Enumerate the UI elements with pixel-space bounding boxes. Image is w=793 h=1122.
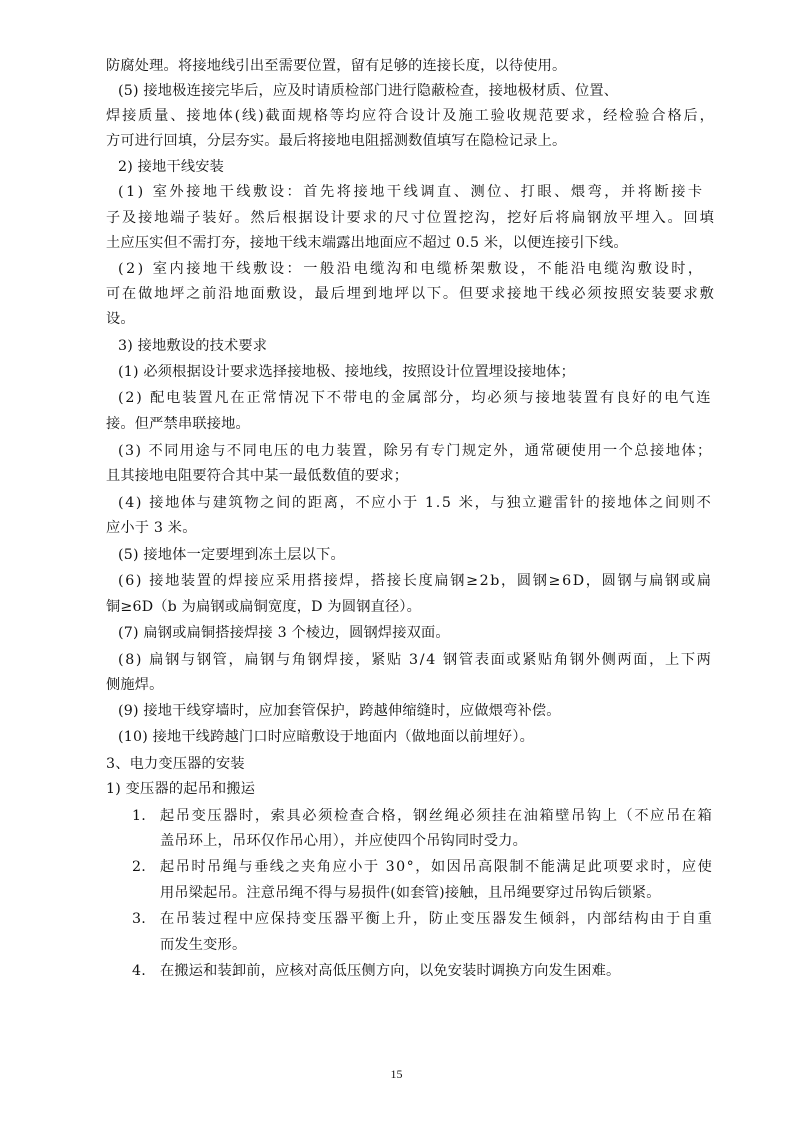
line-text: (5) 接地体一定要埋到冻土层以下。 (118, 547, 345, 563)
list-number: 4. (132, 963, 146, 979)
text-line (118, 259, 705, 279)
text-line (118, 701, 561, 721)
text-line (118, 182, 705, 202)
text-line (106, 233, 628, 253)
list-number: 2. (132, 859, 146, 875)
text-line (106, 56, 566, 76)
text-line (106, 754, 245, 774)
list-number: 3. (132, 911, 146, 927)
text-line (106, 208, 716, 228)
text-line (132, 961, 621, 981)
line-text: 盖吊环上，吊环仅作吊心用），并应使四个吊钩同时受力。 (160, 833, 527, 849)
line-text: 应小于 3 米。 (106, 520, 197, 536)
line-text: (2) 室内接地干线敷设：一般沿电缆沟和电缆桥架敷设，不能沿电缆沟敷设时， (118, 261, 705, 277)
line-text: 在搬运和装卸前，应核对高低压侧方向，以免安装时调换方向发生困难。 (160, 963, 621, 979)
line-text: 土应压实但不需打夯，接地干线末端露出地面应不超过 0.5 米，以便连接引下线。 (106, 235, 628, 251)
text-line (106, 131, 566, 151)
text-line (106, 284, 716, 304)
line-text: (9) 接地干线穿墙时，应加套管保护，跨越伸缩缝时，应做煨弯补偿。 (118, 703, 561, 719)
line-text: 而发生变形。 (160, 937, 247, 953)
text-line (106, 518, 197, 538)
line-text: 可在做地坪之前沿地面敷设，最后埋到地坪以下。但要求接地干线必须按照安装要求敷 (106, 286, 716, 302)
text-line (160, 883, 661, 903)
line-text: 在吊装过程中应保持变压器平衡上升，防止变压器发生倾斜，内部结构由于自重 (160, 911, 714, 927)
line-text: 1) 变压器的起吊和搬运 (106, 781, 256, 797)
line-text: (8) 扁钢与钢管，扁钢与角钢焊接，紧贴 3/4 钢管表面或紧贴角钢外侧两面，上下两 (118, 652, 713, 668)
line-text: 设。 (106, 311, 135, 327)
line-text: 防腐处理。将接地线引出至需要位置，留有足够的连接长度，以待使用。 (106, 58, 567, 74)
line-text: 起吊变压器时，索具必须检查合格，钢丝绳必须挂在油箱壁吊钩上（不应吊在箱 (160, 808, 714, 824)
text-line (106, 106, 716, 126)
line-text: 方可进行回填，分层夯实。最后将接地电阻摇测数值填写在隐检记录上。 (106, 133, 567, 149)
text-line (118, 493, 713, 513)
line-text: 侧施焊。 (106, 677, 164, 693)
line-text: 3) 接地敷设的技术要求 (118, 338, 268, 354)
text-line (106, 597, 421, 617)
line-text: (3) 不同用途与不同电压的电力装置，除另有专门规定外，通常硬使用一个总接地体； (118, 443, 713, 459)
page-number: 15 (390, 1067, 403, 1081)
line-text: 接。但严禁串联接地。 (106, 416, 250, 432)
line-text: (5) 接地极连接完毕后，应及时请质检部门进行隐蔽检查，接地极材质、位置、 (118, 83, 619, 99)
text-line (118, 81, 618, 101)
text-line (118, 441, 713, 461)
text-line (118, 727, 534, 747)
text-line (118, 388, 712, 408)
text-line (160, 831, 527, 851)
line-text: 铜≥6D（b 为扁钢或扁铜宽度，D 为圆钢直径）。 (106, 599, 422, 615)
text-line (118, 362, 575, 382)
text-line (118, 650, 713, 670)
text-line (132, 806, 714, 826)
text-line (118, 571, 713, 591)
text-line (118, 623, 450, 643)
line-text: (6) 接地装置的焊接应采用搭接焊，搭接长度扁钢≥2b，圆钢≥6D，圆钢与扁钢或扁 (118, 573, 713, 589)
line-text: 起吊时吊绳与垂线之夹角应小于 30°，如因吊高限制不能满足此项要求时，应使 (160, 859, 714, 875)
text-line (106, 414, 250, 434)
line-text: (1) 必须根据设计要求选择接地极、接地线，按照设计位置埋设接地体； (118, 364, 576, 380)
line-text: 子及接地端子装好。然后根据设计要求的尺寸位置挖沟，挖好后将扁钢放平埋入。回填 (106, 210, 716, 226)
line-text: 3、电力变压器的安装 (106, 756, 245, 772)
line-text: 焊接质量、接地体(线)截面规格等均应符合设计及施工验收规范要求，经检验合格后， (106, 108, 716, 124)
line-text: (7) 扁钢或扁铜搭接焊接 3 个棱边，圆钢焊接双面。 (118, 625, 450, 641)
text-line (132, 909, 714, 929)
line-text: 且其接地电阻要符合其中某一最低数值的要求； (106, 468, 409, 484)
text-line (106, 466, 408, 486)
text-line (118, 336, 267, 356)
line-text: (1) 室外接地干线敷设：首先将接地干线调直、测位、打眼、煨弯，并将断接卡 (118, 184, 705, 200)
text-line (160, 935, 246, 955)
line-text: 2) 接地干线安装 (118, 159, 224, 175)
text-line (106, 779, 255, 799)
text-line (106, 675, 164, 695)
text-line (132, 857, 714, 877)
text-line (106, 309, 135, 329)
line-text: 用吊梁起吊。注意吊绳不得与易损件(如套管)接触，且吊绳要穿过吊钩后锁紧。 (160, 885, 661, 901)
line-text: (10) 接地干线跨越门口时应暗敷设于地面内（做地面以前埋好）。 (118, 729, 534, 745)
line-text: (2) 配电装置凡在正常情况下不带电的金属部分，均必须与接地装置有良好的电气连 (118, 390, 713, 406)
text-line (118, 545, 345, 565)
line-text: (4) 接地体与建筑物之间的距离，不应小于 1.5 米，与独立避雷针的接地体之间则不 (118, 495, 713, 511)
text-line (118, 157, 224, 177)
list-number: 1. (132, 808, 146, 824)
